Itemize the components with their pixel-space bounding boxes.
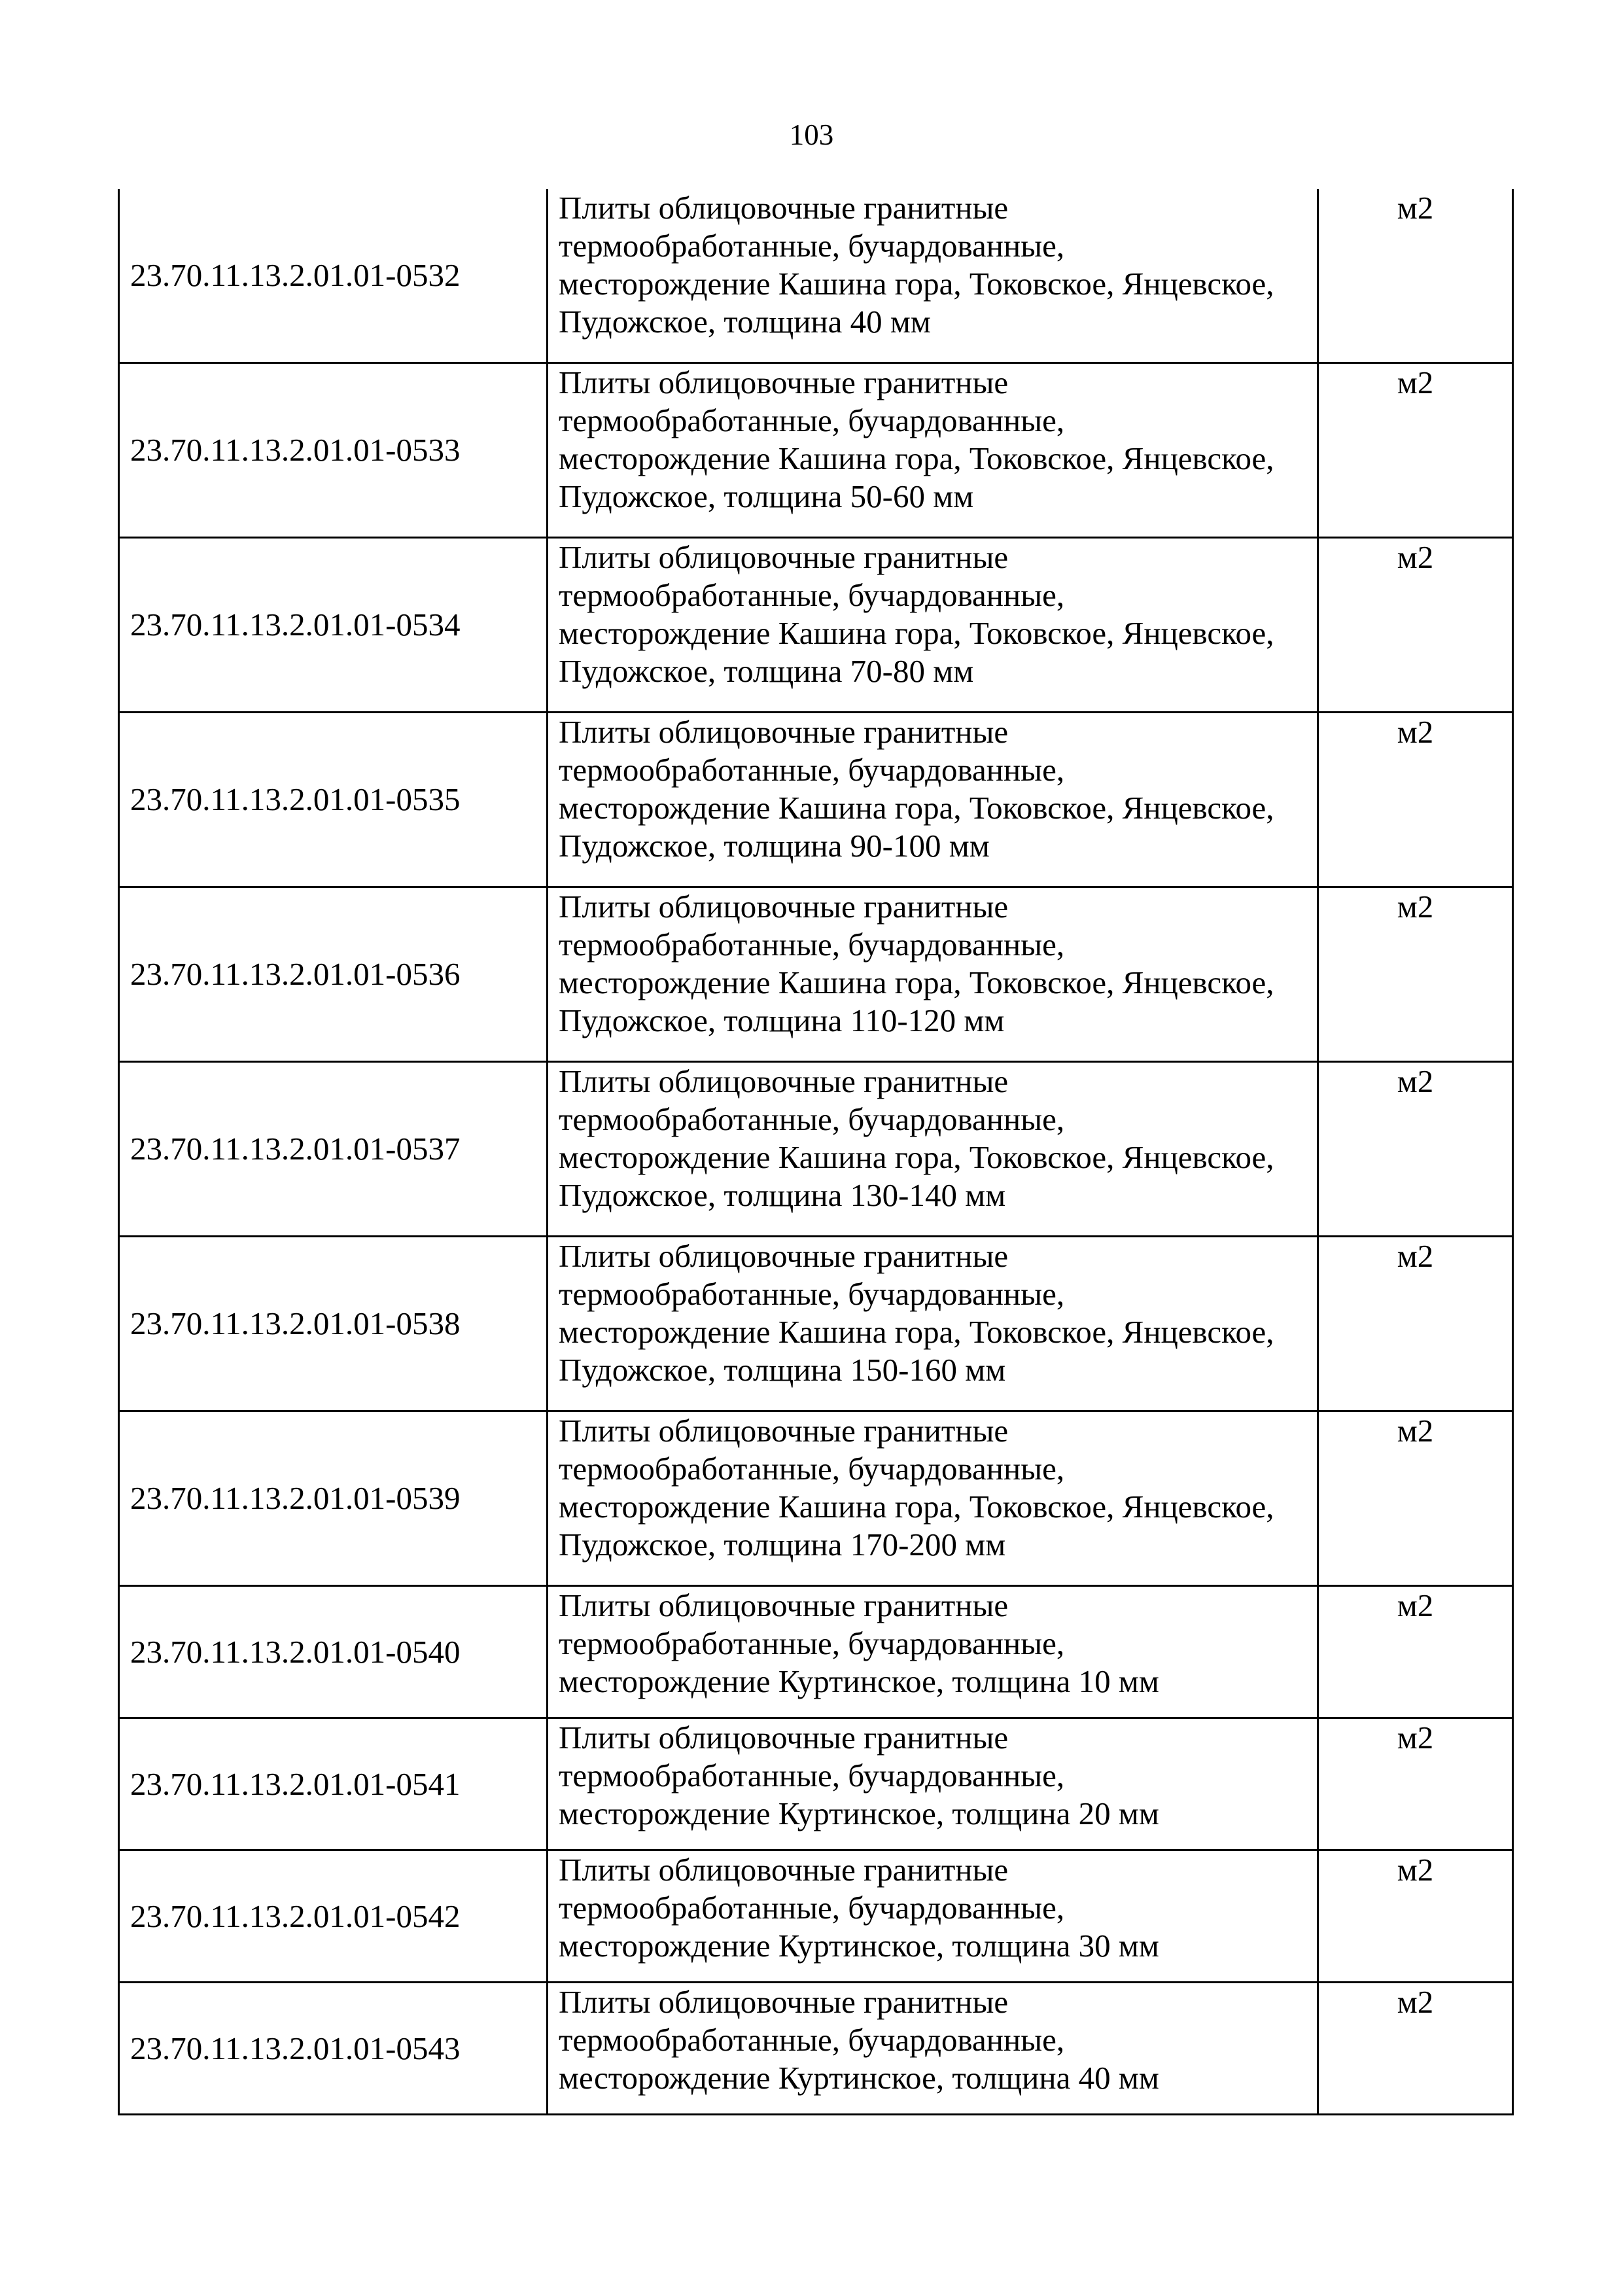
table-row [119, 887, 1513, 1062]
resource-name-cell [548, 538, 1318, 713]
resource-name-cell [548, 189, 1318, 363]
resource-code-cell: 23.70.11.13.2.01.01-0539 [119, 1411, 548, 1586]
table-row [119, 1983, 1513, 2115]
table-row [119, 1718, 1513, 1850]
resource-code-cell: 23.70.11.13.2.01.01-0532 [119, 189, 548, 363]
table-row [119, 1586, 1513, 1718]
name-line: месторождение Кашина гора, Токовское, Янцевское, [559, 1139, 1274, 1175]
name-line: Плиты облицовочные гранитные [559, 714, 1009, 750]
table-row [119, 1237, 1513, 1411]
name-line: Пудожское, толщина 70-80 мм [559, 653, 974, 689]
name-line: месторождение Кашина гора, Токовское, Янцевское, [559, 1489, 1274, 1525]
name-line: Пудожское, толщина 40 мм [559, 304, 931, 340]
resource-name-cell [548, 1411, 1318, 1586]
name-line: Пудожское, толщина 90-100 мм [559, 828, 990, 864]
unit-cell: м2 [1318, 1411, 1513, 1586]
name-line: Пудожское, толщина 110-120 мм [559, 1002, 1005, 1038]
name-line: месторождение Кашина гора, Токовское, Янцевское, [559, 964, 1274, 1000]
table-row [119, 189, 1513, 363]
name-line: Плиты облицовочные гранитные [559, 1413, 1009, 1449]
unit-cell: м2 [1318, 1850, 1513, 1983]
name-line: Плиты облицовочные гранитные [559, 190, 1009, 226]
resource-name-cell [548, 1586, 1318, 1718]
unit-cell: м2 [1318, 713, 1513, 887]
page-number: 103 [789, 118, 834, 151]
unit-cell: м2 [1318, 538, 1513, 713]
name-line: Пудожское, толщина 50-60 мм [559, 478, 974, 514]
name-line: месторождение Кашина гора, Токовское, Янцевское, [559, 615, 1274, 651]
resource-name-cell [548, 1062, 1318, 1237]
resource-code-cell: 23.70.11.13.2.01.01-0534 [119, 538, 548, 713]
resource-name-cell [548, 887, 1318, 1062]
name-line: Плиты облицовочные гранитные [559, 364, 1009, 400]
name-line: месторождение Куртинское, толщина 10 мм [559, 1663, 1159, 1699]
resource-code-cell: 23.70.11.13.2.01.01-0537 [119, 1062, 548, 1237]
name-line: термообработанные, бучардованные, [559, 1890, 1065, 1926]
name-line: месторождение Кашина гора, Токовское, Янцевское, [559, 266, 1274, 302]
name-line: термообработанные, бучардованные, [559, 228, 1065, 264]
name-line: Пудожское, толщина 130-140 мм [559, 1177, 1006, 1213]
resource-name-cell [548, 1983, 1318, 2115]
name-line: термообработанные, бучардованные, [559, 927, 1065, 963]
name-line: Плиты облицовочные гранитные [559, 539, 1009, 575]
resource-name-cell [548, 363, 1318, 538]
unit-cell: м2 [1318, 1983, 1513, 2115]
name-line: термообработанные, бучардованные, [559, 1757, 1065, 1793]
resource-code-cell: 23.70.11.13.2.01.01-0536 [119, 887, 548, 1062]
name-line: Плиты облицовочные гранитные [559, 1852, 1009, 1888]
name-line: термообработанные, бучардованные, [559, 1451, 1065, 1487]
resource-name-cell [548, 1850, 1318, 1983]
table-row [119, 1850, 1513, 1983]
resource-name-cell [548, 713, 1318, 887]
unit-cell: м2 [1318, 363, 1513, 538]
name-line: термообработанные, бучардованные, [559, 1101, 1065, 1137]
table-row [119, 1411, 1513, 1586]
name-line: Плиты облицовочные гранитные [559, 1720, 1009, 1756]
name-line: Плиты облицовочные гранитные [559, 1984, 1009, 2020]
resource-code-cell: 23.70.11.13.2.01.01-0533 [119, 363, 548, 538]
name-line: Плиты облицовочные гранитные [559, 889, 1009, 925]
name-line: месторождение Кашина гора, Токовское, Янцевское, [559, 790, 1274, 826]
name-line: термообработанные, бучардованные, [559, 577, 1065, 613]
materials-table [118, 189, 1514, 2115]
name-line: термообработанные, бучардованные, [559, 1276, 1065, 1312]
name-line: термообработанные, бучардованные, [559, 752, 1065, 788]
table-row [119, 1062, 1513, 1237]
name-line: месторождение Кашина гора, Токовское, Янцевское, [559, 440, 1274, 476]
resource-code-cell: 23.70.11.13.2.01.01-0541 [119, 1718, 548, 1850]
name-line: термообработанные, бучардованные, [559, 2022, 1065, 2058]
unit-cell: м2 [1318, 1586, 1513, 1718]
name-line: термообработанные, бучардованные, [559, 1625, 1065, 1661]
name-line: Пудожское, толщина 150-160 мм [559, 1352, 1006, 1388]
table-row [119, 538, 1513, 713]
unit-cell: м2 [1318, 1718, 1513, 1850]
name-line: Плиты облицовочные гранитные [559, 1238, 1009, 1274]
resource-name-cell [548, 1237, 1318, 1411]
name-line: Пудожское, толщина 170-200 мм [559, 1527, 1006, 1563]
unit-cell: м2 [1318, 887, 1513, 1062]
resource-code-cell: 23.70.11.13.2.01.01-0540 [119, 1586, 548, 1718]
resource-code-cell: 23.70.11.13.2.01.01-0538 [119, 1237, 548, 1411]
name-line: термообработанные, бучардованные, [559, 402, 1065, 438]
unit-cell: м2 [1318, 189, 1513, 363]
name-line: Плиты облицовочные гранитные [559, 1587, 1009, 1623]
table-row [119, 363, 1513, 538]
resource-code-cell: 23.70.11.13.2.01.01-0543 [119, 1983, 548, 2115]
unit-cell: м2 [1318, 1062, 1513, 1237]
resource-name-cell [548, 1718, 1318, 1850]
name-line: месторождение Кашина гора, Токовское, Янцевское, [559, 1314, 1274, 1350]
unit-cell: м2 [1318, 1237, 1513, 1411]
name-line: месторождение Куртинское, толщина 40 мм [559, 2060, 1159, 2096]
materials-table-body [119, 189, 1513, 2115]
name-line: месторождение Куртинское, толщина 30 мм [559, 1928, 1159, 1964]
resource-code-cell: 23.70.11.13.2.01.01-0535 [119, 713, 548, 887]
name-line: Плиты облицовочные гранитные [559, 1063, 1009, 1099]
name-line: месторождение Куртинское, толщина 20 мм [559, 1795, 1159, 1831]
resource-code-cell: 23.70.11.13.2.01.01-0542 [119, 1850, 548, 1983]
table-row [119, 713, 1513, 887]
